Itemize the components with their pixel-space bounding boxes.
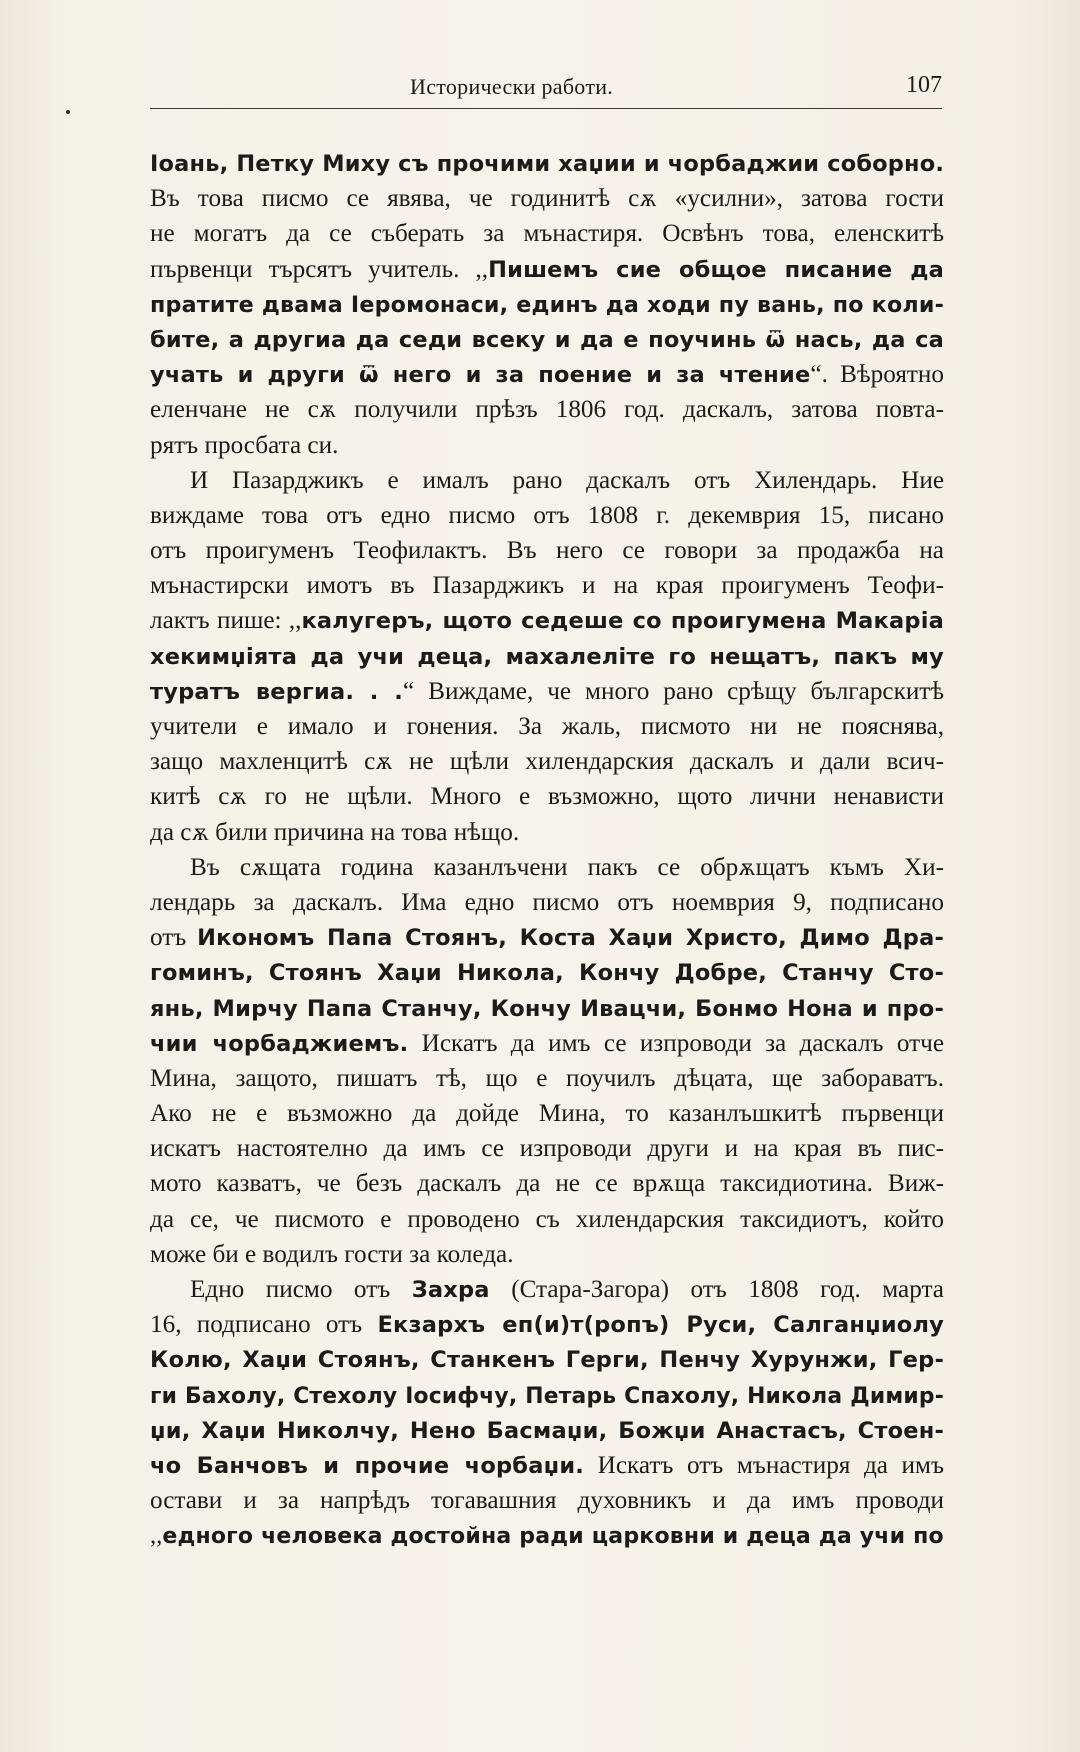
paragraph <box>150 146 944 463</box>
text-line <box>150 920 944 955</box>
text-line <box>150 885 944 920</box>
text-line <box>150 1131 944 1166</box>
church-slavonic-quote: Захра <box>411 1277 490 1303</box>
line-segment: защо махленцитѣ сѫ не щѣли хилендарския даскалъ и дали всич- <box>150 748 944 776</box>
church-slavonic-quote: бите, а другиа да седи всеку и да е поучинь ѿ нась, да са <box>150 326 944 353</box>
line-segment: отъ <box>150 924 198 952</box>
text-line <box>150 1061 944 1096</box>
text-line <box>150 1096 944 1131</box>
line-segment: рятъ просбата си. <box>150 431 339 459</box>
line-segment: И Пазарджикъ е ималъ рано даскалъ отъ Хилендарь. Ние <box>190 466 944 494</box>
line-segment: Въ сѫщата година казанлъчени пакъ се обрѫщатъ къмъ Хи- <box>190 853 944 881</box>
line-segment: мънастирски имотъ въ Пазарджикъ и на края проигуменъ Теофи- <box>150 572 944 600</box>
text-line <box>150 815 944 850</box>
church-slavonic-quote: џи, Хаџи Николчу, Нено Басмаџи, Божџи Анастасъ, Стоен- <box>150 1417 944 1444</box>
line-segment: Въ това писмо се явява, че годинитѣ сѫ «усилни», затова гости <box>150 185 944 213</box>
church-slavonic-quote: Іоань, Петку Миху съ прочими хаџии и чорбаджии соборно. <box>150 151 944 177</box>
text-line <box>150 357 944 392</box>
text-line <box>150 779 944 814</box>
text-line <box>150 533 944 568</box>
text-line <box>150 1202 944 1237</box>
paragraph <box>150 1272 944 1554</box>
page-number: 107 <box>906 72 942 98</box>
text-line <box>150 1518 944 1553</box>
line-segment: Ако не е възможно да дойде Мина, то казанлъшкитѣ първенци <box>150 1100 944 1128</box>
header-rule <box>150 108 942 109</box>
line-segment: “ Виждаме, че много рано срѣщу българскитѣ <box>403 677 944 705</box>
line-segment: “. Вѣроятно <box>810 361 944 389</box>
line-segment: Искатъ да имъ се изпроводи за даскалъ отче <box>408 1029 944 1057</box>
line-segment: остави и за напрѣдъ тогавашния духовникъ и да имъ проводи <box>150 1487 944 1515</box>
text-line <box>150 1237 944 1272</box>
text-line <box>150 1307 944 1342</box>
text-line <box>150 1272 944 1307</box>
text-line <box>150 568 944 603</box>
text-line <box>150 392 944 427</box>
text-line <box>150 674 944 709</box>
text-line <box>150 428 944 463</box>
line-segment: лактъ пише: ,, <box>150 607 302 635</box>
church-slavonic-quote: едного человека достойна ради царковни и деца да учи по <box>162 1524 944 1550</box>
text-line <box>150 463 944 498</box>
text-line <box>150 252 944 287</box>
text-line <box>150 639 944 674</box>
church-slavonic-quote: Пишемъ сие общое писание да <box>488 256 944 283</box>
running-header <box>150 70 942 110</box>
text-line <box>150 498 944 533</box>
paragraph <box>150 850 944 1272</box>
church-slavonic-quote: хекимџіята да учи деца, махалеліте го нещатъ, пакъ му <box>150 643 944 670</box>
line-segment: лендарь за даскалъ. Има едно писмо отъ ноемврия 9, подписано <box>150 888 944 916</box>
church-slavonic-quote: Икономъ Папа Стоянъ, Коста Хаџи Христо, Димо Дра- <box>197 925 944 952</box>
line-segment: ,, <box>150 1522 163 1550</box>
line-segment: Искатъ отъ мънастиря да имъ <box>584 1451 944 1479</box>
church-slavonic-quote: пратите двама Іеромонаси, единъ да ходи пу вань, по коли- <box>150 291 944 318</box>
text-line <box>150 744 944 779</box>
church-slavonic-quote: Колю, Хаџи Стоянъ, Станкенъ Герги, Пенчу Хурунжи, Гер- <box>150 1347 944 1374</box>
line-segment: еленчане не сѫ получили прѣзъ 1806 год. даскалъ, затова повта- <box>150 396 944 424</box>
church-slavonic-quote: калугеръ, щото седеше со проигумена Макаріа <box>301 608 944 635</box>
line-segment: може би е водилъ гости за коледа. <box>150 1240 514 1268</box>
text-line <box>150 955 944 990</box>
text-line <box>150 1448 944 1483</box>
line-segment: Едно писмо отъ <box>190 1276 412 1303</box>
text-line <box>150 146 944 181</box>
line-segment: виждаме това отъ едно писмо отъ 1808 г. декемврия 15, писано <box>150 501 944 529</box>
church-slavonic-quote: янь, Мирчу Папа Станчу, Кончу Ивацчи, Бонмо Нона и про- <box>150 995 944 1022</box>
text-line <box>150 181 944 216</box>
line-segment: не могатъ да се съберать за мънастиря. Освѣнъ това, еленскитѣ <box>150 220 944 248</box>
text-line <box>150 287 944 322</box>
running-title: Исторически работи. <box>410 74 614 99</box>
church-slavonic-quote: ги Бахолу, Стехолу Іосифчу, Петарь Спахолу, Никола Димир- <box>150 1383 944 1409</box>
text-line <box>150 709 944 744</box>
church-slavonic-quote: гоминъ, Стоянъ Хаџи Никола, Кончу Добре, Станчу Сто- <box>150 960 944 987</box>
text-line <box>150 850 944 885</box>
text-line <box>150 1166 944 1201</box>
line-segment: искатъ настоятелно да имъ се изпроводи други и на края въ пис- <box>150 1135 944 1163</box>
line-segment: учители е имало и гонения. За жаль, писмото ни не пояснява, <box>150 713 944 740</box>
line-segment: мото казватъ, че безъ даскалъ да не се врѫща таксидиотина. Виж- <box>150 1170 944 1198</box>
text-line <box>150 1378 944 1413</box>
line-segment: да се, че писмото е проводено съ хилендарския таксидиотъ, който <box>150 1205 944 1233</box>
text-line <box>150 216 944 251</box>
text-line <box>150 1342 944 1377</box>
text-line <box>150 1413 944 1448</box>
line-segment: китѣ сѫ го не щѣли. Много е възможно, щото лични ненависти <box>150 783 944 811</box>
line-segment: първенци търсятъ учитель. ,, <box>150 255 489 283</box>
paragraph <box>150 463 944 850</box>
line-segment: Мина, защото, пишатъ тѣ, що е поучилъ дѣцата, ще забораватъ. <box>150 1064 944 1092</box>
text-line <box>150 1483 944 1518</box>
church-slavonic-quote: чии чорбаджиемъ. <box>150 1030 409 1057</box>
church-slavonic-quote: туратъ вергиа. . . <box>150 678 404 705</box>
church-slavonic-quote: учать и други ѿ него и за поение и за чтение <box>150 362 811 389</box>
text-line <box>150 603 944 638</box>
line-segment: отъ проигуменъ Теофилактъ. Въ него се говори за продажба на <box>150 537 944 565</box>
text-line <box>150 322 944 357</box>
church-slavonic-quote: Екзархъ еп(и)т(ропъ) Руси, Салганџиолу <box>377 1312 944 1339</box>
line-segment: (Стара-Загора) отъ 1808 год. марта <box>489 1276 944 1303</box>
church-slavonic-quote: чо Банчовъ и прочие чорбаџи. <box>150 1452 585 1479</box>
margin-dot <box>66 110 70 114</box>
text-line <box>150 1026 944 1061</box>
line-segment: да сѫ били причина на това нѣщо. <box>150 818 520 846</box>
line-segment: 16, подписано отъ <box>150 1311 378 1339</box>
text-line <box>150 991 944 1026</box>
body-text <box>150 146 944 1554</box>
